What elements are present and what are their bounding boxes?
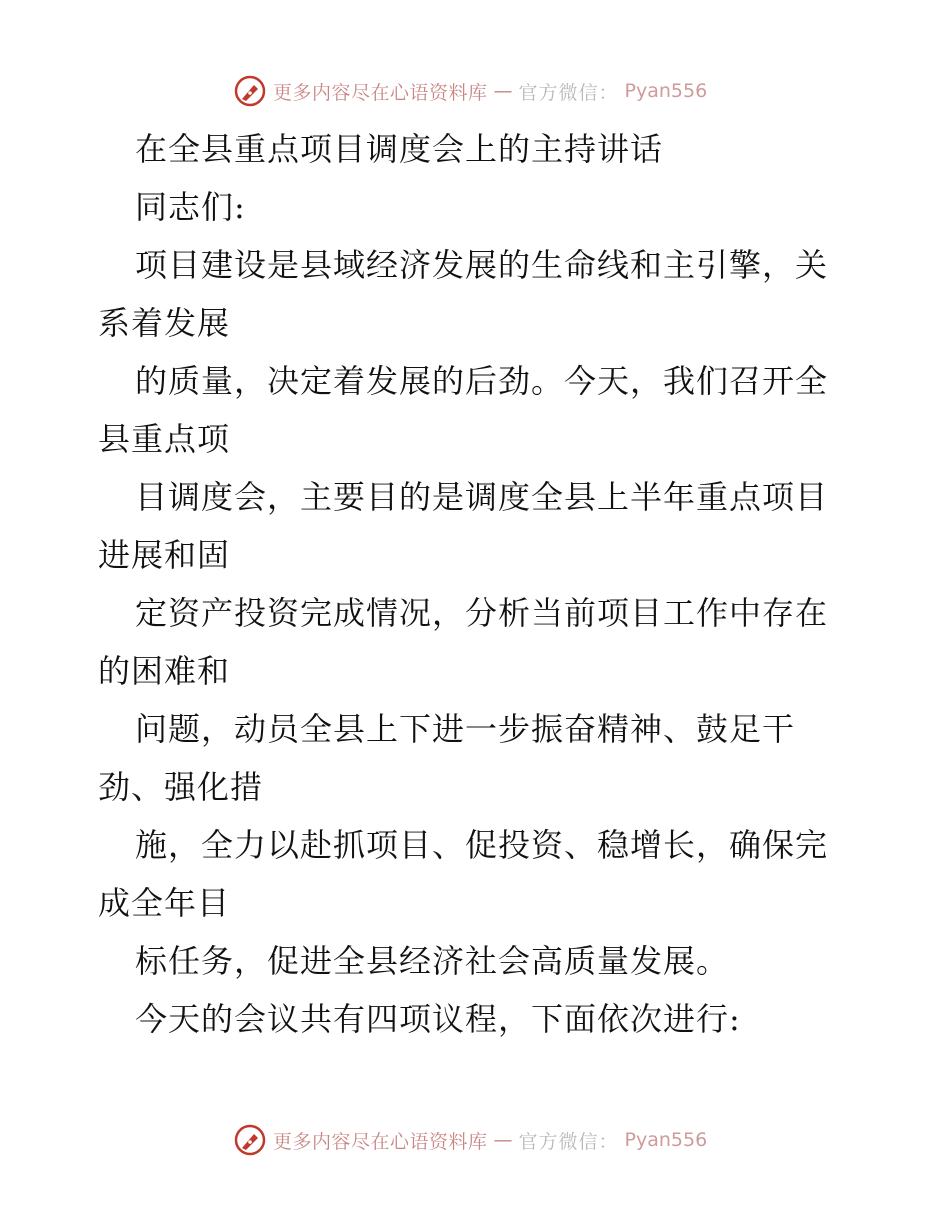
watermark-separator: — [493,1129,513,1151]
salutation: 同志们: [135,188,246,226]
watermark-wechat-id: Pyan556 [624,80,708,102]
watermark-wechat-label: 官方微信： [518,81,619,104]
watermark-text: 更多内容尽在心语资料库 [273,1130,488,1153]
body-line: 的困难和 [98,652,231,690]
footer-watermark [233,1122,707,1158]
agenda-intro: 今天的会议共有四项议程，下面依次进行: [135,1000,741,1038]
pen-nib-circle-icon [233,74,267,108]
body-line: 劲、强化措 [98,768,264,806]
body-line: 县重点项 [98,420,231,458]
header-watermark [233,73,707,109]
body-line: 进展和固 [98,536,231,574]
document-body [98,120,858,1048]
watermark-text: 更多内容尽在心语资料库 [273,81,488,104]
watermark-wechat-id: Pyan556 [624,1129,708,1151]
watermark-wechat-label: 官方微信： [518,1130,619,1153]
body-line: 问题，动员全县上下进一步振奋精神、鼓足干 [135,710,796,748]
body-line: 的质量，决定着发展的后劲。今天，我们召开全 [135,362,829,400]
watermark-separator: — [493,80,513,102]
body-line: 系着发展 [98,304,231,342]
body-line: 施，全力以赴抓项目、促投资、稳增长，确保完 [135,826,829,864]
body-line: 目调度会，主要目的是调度全县上半年重点项目 [135,478,829,516]
body-line: 定资产投资完成情况，分析当前项目工作中存在 [135,594,829,632]
body-line: 项目建设是县域经济发展的生命线和主引擎，关 [135,246,829,284]
pen-nib-circle-icon [233,1123,267,1157]
body-line: 标任务，促进全县经济社会高质量发展。 [135,942,730,980]
body-line: 成全年目 [98,884,231,922]
document-title: 在全县重点项目调度会上的主持讲话 [135,130,664,168]
